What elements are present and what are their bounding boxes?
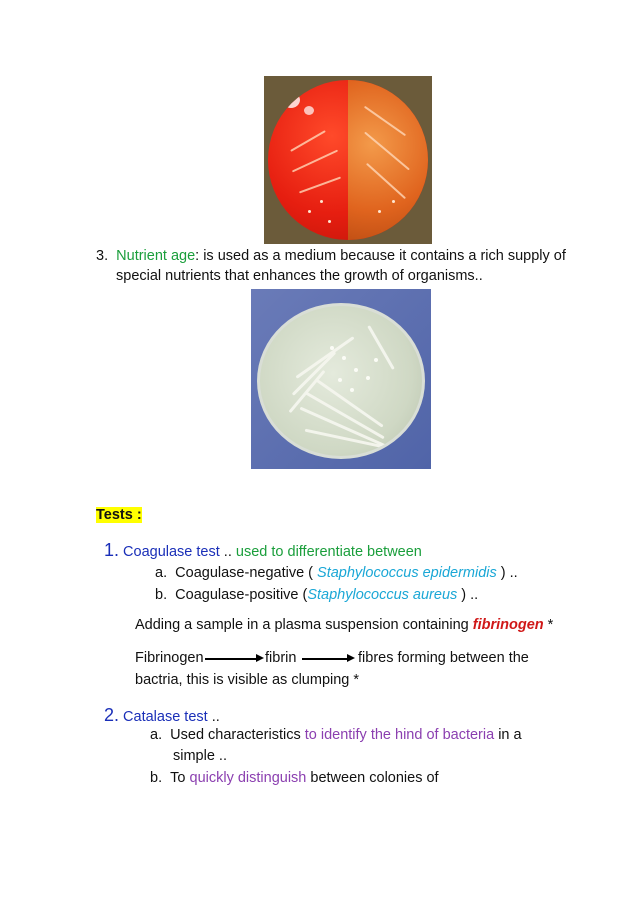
fibrinogen-term: fibrinogen bbox=[472, 617, 544, 633]
item-marker: b. bbox=[150, 770, 163, 786]
catalase-item-a-line-2: simple .. bbox=[173, 748, 227, 764]
coagulase-dots: .. bbox=[219, 544, 236, 560]
orange-half bbox=[348, 80, 428, 240]
colony-dot bbox=[328, 220, 331, 223]
glare-spot bbox=[304, 106, 314, 115]
colony-dot bbox=[378, 210, 381, 213]
item-b-post: ) .. bbox=[457, 587, 479, 603]
nutrient-agar-plate-image bbox=[251, 289, 431, 469]
section-3-text: : is used as a medium because it contains a rich supply of bbox=[195, 248, 566, 264]
blood-agar-plate-image bbox=[264, 76, 432, 244]
colony-dot bbox=[330, 346, 334, 350]
flow-fibrinogen: Fibrinogen bbox=[135, 650, 204, 666]
item-b-pre: To bbox=[170, 770, 190, 786]
flow-fibres: fibres forming between the bbox=[358, 650, 529, 666]
coagulase-title: Coagulase test bbox=[123, 544, 220, 560]
species-epidermidis: Staphylococcus epidermidis bbox=[317, 565, 497, 581]
colony-dot bbox=[366, 376, 370, 380]
nutrient-age-term: Nutrient age bbox=[116, 248, 196, 264]
catalase-number: 2. bbox=[104, 705, 120, 725]
colony-dot bbox=[342, 356, 346, 360]
section-3-line-2: special nutrients that enhances the growth of organisms.. bbox=[116, 268, 483, 284]
quickly-distinguish-phrase: quickly distinguish bbox=[189, 770, 307, 786]
colony-streak bbox=[305, 429, 394, 451]
colony-streak bbox=[290, 130, 326, 152]
item-a-pre: Used characteristics bbox=[170, 727, 305, 743]
glare-spot bbox=[282, 92, 300, 108]
coagulase-item-a bbox=[155, 563, 518, 583]
coagulase-item-b bbox=[155, 585, 478, 605]
item-marker: b. bbox=[155, 587, 168, 603]
petri-dish bbox=[257, 303, 425, 459]
species-aureus: Staphylococcus aureus bbox=[307, 587, 458, 603]
item-a-post: in a bbox=[494, 727, 522, 743]
colony-dot bbox=[320, 200, 323, 203]
colony-streak bbox=[367, 325, 395, 370]
arrow-right-icon bbox=[205, 658, 257, 660]
arrow-head-icon bbox=[347, 654, 355, 662]
colony-dot bbox=[374, 358, 378, 362]
tests-heading-label: Tests : bbox=[96, 507, 142, 523]
catalase-title: Catalase test bbox=[123, 709, 208, 725]
colony-dot bbox=[338, 378, 342, 382]
colony-dot bbox=[392, 200, 395, 203]
item-marker: a. bbox=[155, 565, 168, 581]
flow-fibrin: fibrin bbox=[265, 650, 297, 666]
flow-line-2: bactria, this is visible as clumping * bbox=[135, 672, 360, 688]
colony-dot bbox=[308, 210, 311, 213]
colony-streak bbox=[292, 150, 338, 173]
coagulase-heading bbox=[104, 540, 422, 562]
identify-bacteria-phrase: to identify the hind of bacteria bbox=[304, 727, 495, 743]
catalase-item-a bbox=[150, 725, 522, 745]
arrow-head-icon bbox=[256, 654, 264, 662]
item-a-post: ) .. bbox=[496, 565, 518, 581]
item-b-post: between colonies of bbox=[306, 770, 439, 786]
item-marker: a. bbox=[150, 727, 163, 743]
petri-dish bbox=[268, 80, 428, 240]
section-3-number: 3. bbox=[96, 248, 109, 264]
catalase-heading bbox=[104, 705, 220, 727]
colony-dot bbox=[350, 388, 354, 392]
section-3-line-1 bbox=[96, 246, 566, 266]
arrow-right-icon bbox=[302, 658, 348, 660]
colony-streak bbox=[299, 177, 341, 194]
coagulase-sample-line bbox=[135, 615, 553, 635]
colony-dot bbox=[354, 368, 358, 372]
sample-pre: Adding a sample in a plasma suspension containing bbox=[135, 617, 473, 633]
catalase-dots: .. bbox=[207, 709, 220, 725]
item-b-pre: Coagulase-positive ( bbox=[175, 587, 308, 603]
tests-heading bbox=[96, 505, 142, 525]
coagulase-number: 1. bbox=[104, 540, 120, 560]
catalase-item-b bbox=[150, 768, 439, 788]
coagulase-description: used to differentiate between bbox=[235, 544, 422, 560]
sample-post: * bbox=[543, 617, 554, 633]
item-a-pre: Coagulase-negative ( bbox=[175, 565, 318, 581]
